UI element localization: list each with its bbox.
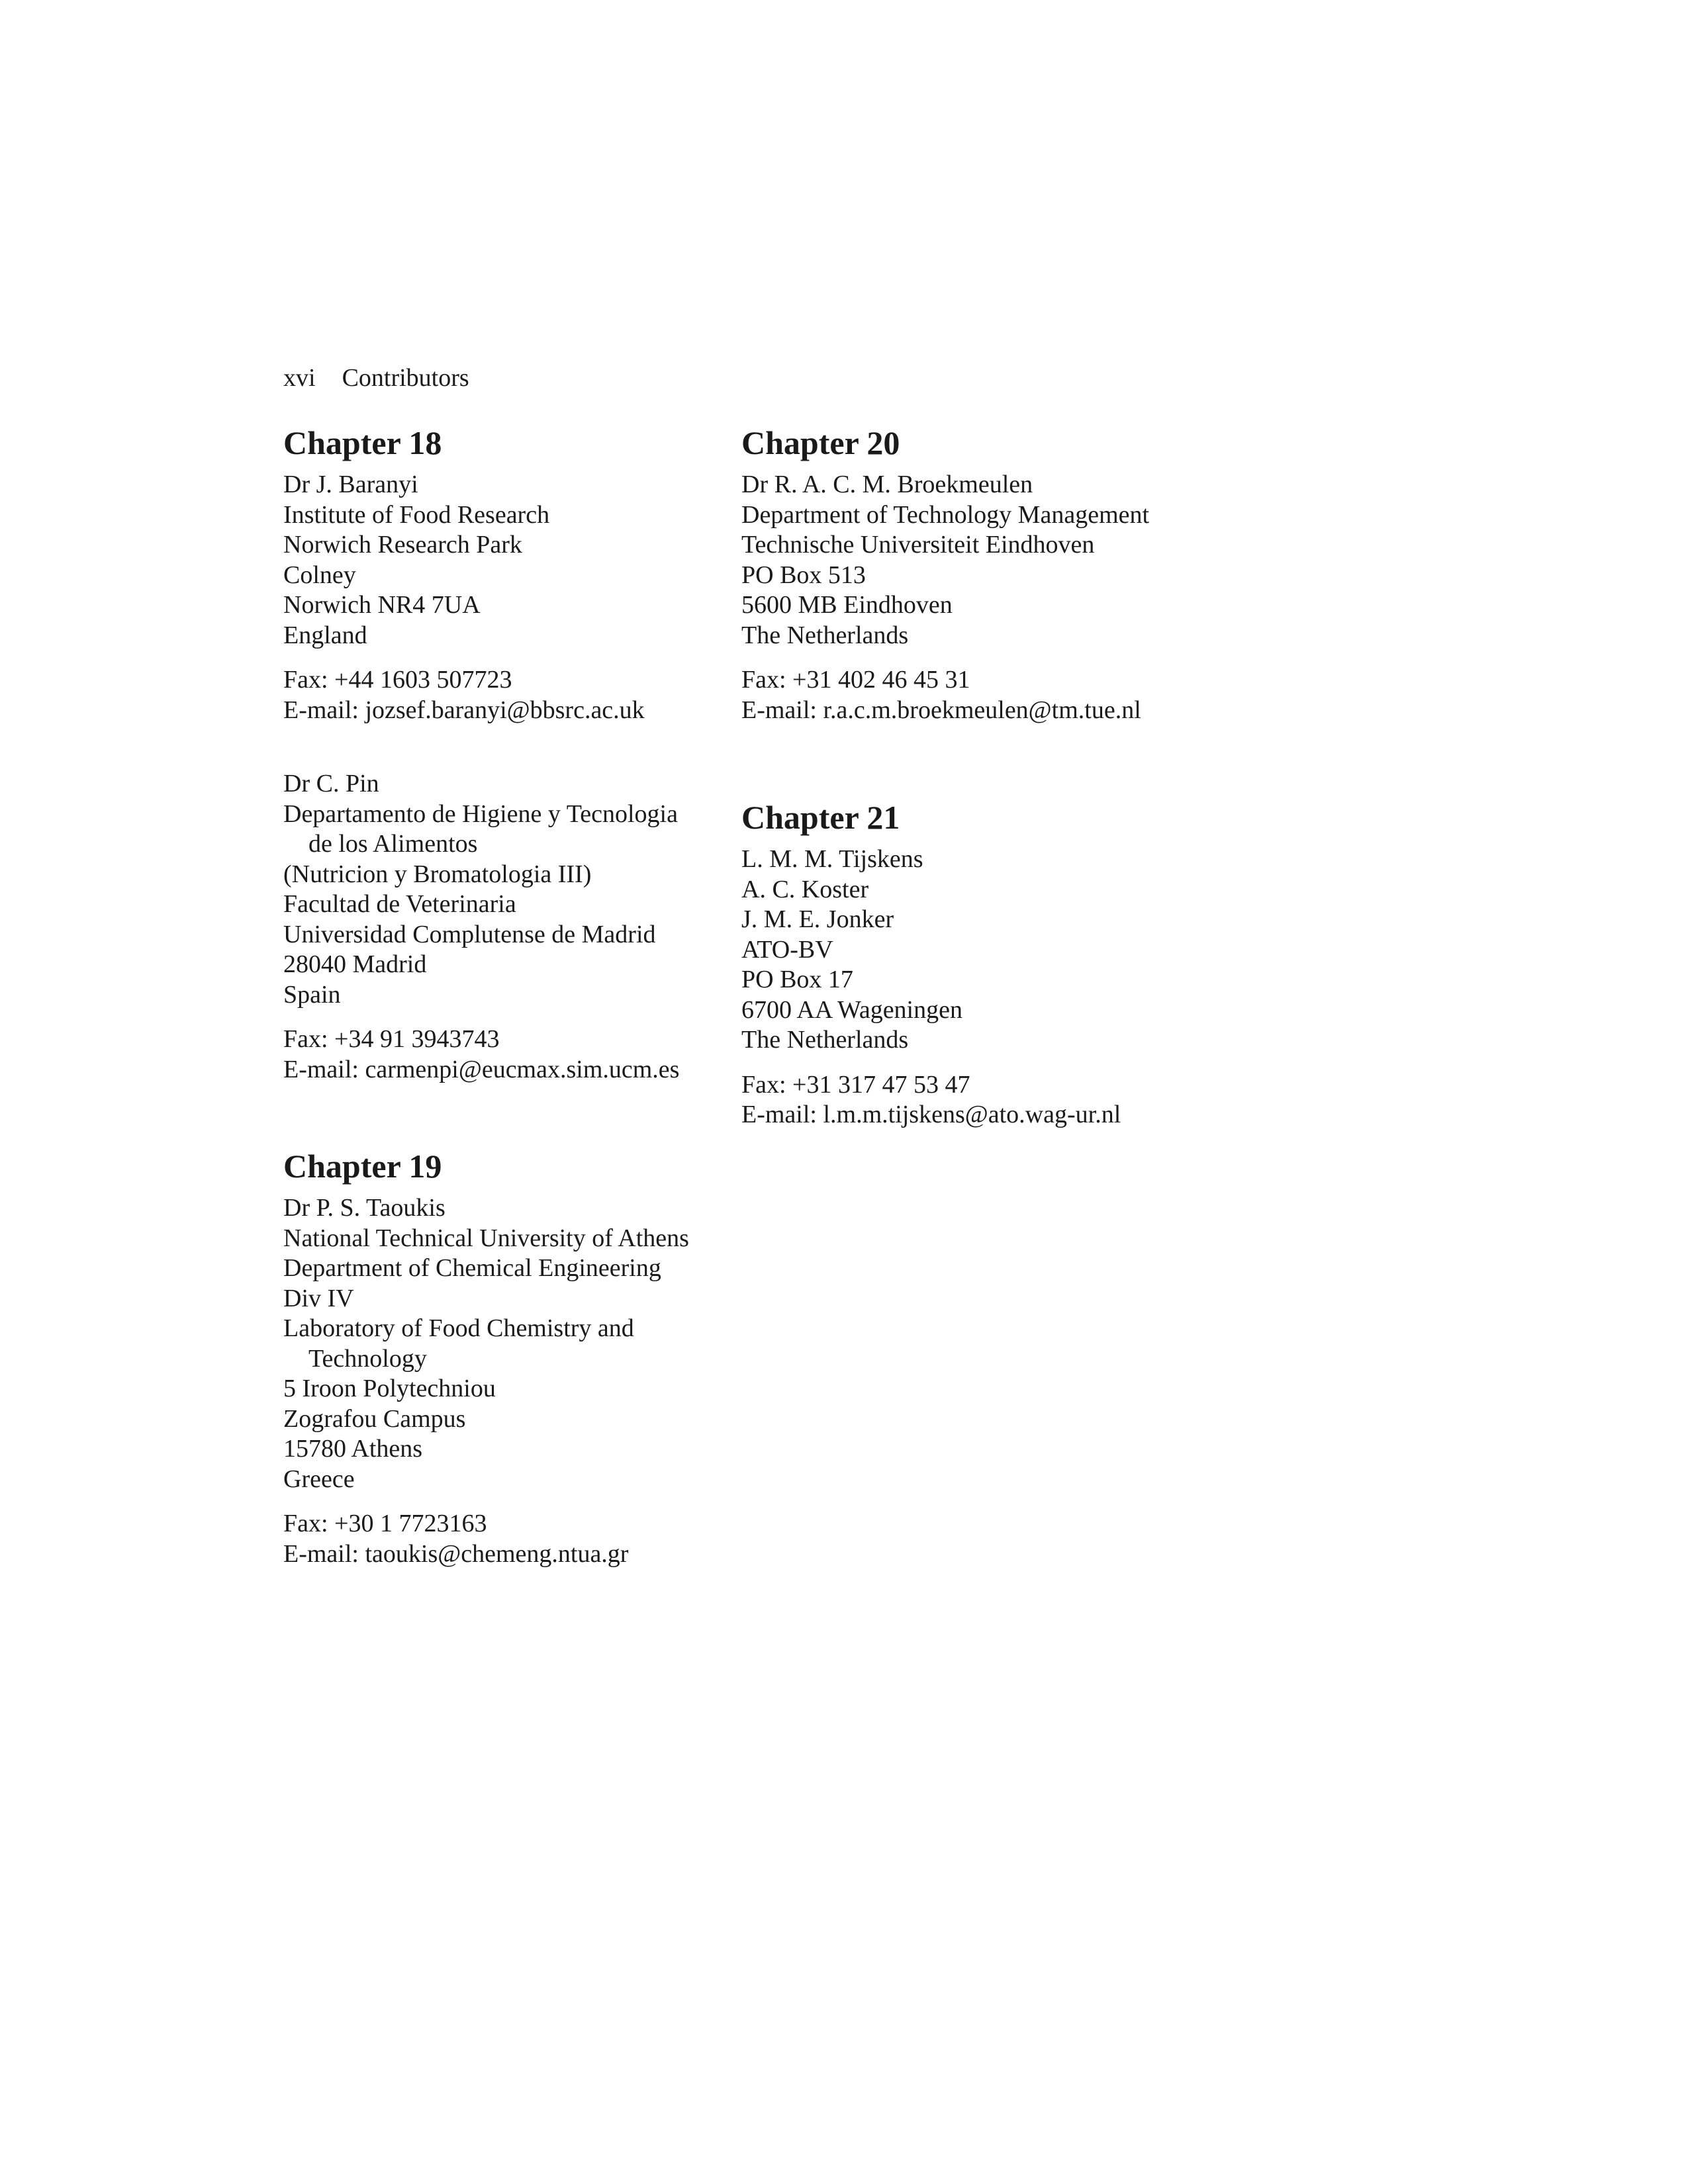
contributor-name: Dr C. Pin bbox=[283, 770, 379, 797]
contributor-name: Dr P. S. Taoukis bbox=[283, 1194, 445, 1222]
address-line: 5 Iroon Polytechniou bbox=[283, 1375, 496, 1402]
address-line: The Netherlands bbox=[741, 621, 909, 649]
fax-number: Fax: +31 402 46 45 31 bbox=[741, 666, 970, 694]
chapter-heading: Chapter 18 bbox=[283, 424, 442, 461]
left-column bbox=[283, 422, 747, 1630]
address-line: National Technical University of Athens bbox=[283, 1224, 689, 1252]
contributor-name: Dr J. Baranyi bbox=[283, 471, 418, 498]
chapter-20 bbox=[741, 422, 1205, 725]
chapter-19 bbox=[283, 1146, 747, 1569]
address-line: Norwich Research Park bbox=[283, 531, 522, 559]
email-address: E-mail: r.a.c.m.broekmeulen@tm.tue.nl bbox=[741, 696, 1141, 724]
chapter-18 bbox=[283, 422, 747, 1085]
address-line: Departamento de Higiene y Tecnologia bbox=[283, 799, 678, 828]
address-line: Facultad de Veterinaria bbox=[283, 890, 516, 918]
contact-block bbox=[283, 1509, 747, 1569]
address-line: Spain bbox=[283, 980, 341, 1009]
contributor-entry bbox=[741, 844, 1205, 1130]
email-address: E-mail: l.m.m.tijskens@ato.wag-ur.nl bbox=[741, 1101, 1121, 1128]
address-line: (Nutricion y Bromatologia III) bbox=[283, 860, 592, 888]
chapter-21 bbox=[741, 797, 1205, 1130]
contributor-entry bbox=[283, 1193, 747, 1569]
contributor-name: A. C. Koster bbox=[741, 875, 869, 903]
right-column bbox=[741, 422, 1205, 1191]
running-head-title: Contributors bbox=[342, 364, 469, 392]
address-line: Department of Chemical Engineering bbox=[283, 1254, 661, 1282]
address-line: Greece bbox=[283, 1465, 355, 1493]
address-line: Colney bbox=[283, 561, 356, 589]
contact-block bbox=[283, 1024, 747, 1085]
contributor-name: J. M. E. Jonker bbox=[741, 905, 894, 933]
address-line: 5600 MB Eindhoven bbox=[741, 591, 953, 619]
email-address: E-mail: carmenpi@eucmax.sim.ucm.es bbox=[283, 1055, 680, 1083]
contributor-entry bbox=[741, 470, 1205, 725]
address-line: de los Alimentos bbox=[308, 830, 478, 858]
page-number: xvi bbox=[283, 364, 316, 392]
fax-number: Fax: +30 1 7723163 bbox=[283, 1510, 487, 1537]
contributor-entry bbox=[283, 769, 747, 1085]
running-head bbox=[283, 363, 469, 393]
address-line: Zografou Campus bbox=[283, 1404, 466, 1433]
address-line: Department of Technology Management bbox=[741, 500, 1150, 529]
address-line: ATO-BV bbox=[741, 935, 833, 964]
fax-number: Fax: +34 91 3943743 bbox=[283, 1025, 500, 1053]
address-line: Institute of Food Research bbox=[283, 500, 550, 529]
chapter-heading: Chapter 19 bbox=[283, 1148, 442, 1185]
address-line: PO Box 513 bbox=[741, 561, 866, 589]
contributor-name: L. M. M. Tijskens bbox=[741, 845, 923, 873]
address-line: Technology bbox=[308, 1344, 427, 1373]
chapter-heading: Chapter 21 bbox=[741, 799, 900, 836]
address-line: Div IV bbox=[283, 1284, 354, 1312]
contact-block bbox=[283, 665, 747, 725]
fax-number: Fax: +31 317 47 53 47 bbox=[741, 1070, 970, 1099]
email-address: E-mail: jozsef.baranyi@bbsrc.ac.uk bbox=[283, 696, 645, 724]
contributor-name: Dr R. A. C. M. Broekmeulen bbox=[741, 471, 1033, 498]
chapter-heading: Chapter 20 bbox=[741, 424, 900, 461]
address-line: 6700 AA Wageningen bbox=[741, 995, 962, 1024]
address-line: Universidad Complutense de Madrid bbox=[283, 920, 656, 948]
address-line: England bbox=[283, 621, 367, 649]
fax-number: Fax: +44 1603 507723 bbox=[283, 666, 512, 694]
address-line: 28040 Madrid bbox=[283, 950, 427, 978]
address-line: PO Box 17 bbox=[741, 966, 853, 993]
contact-block bbox=[741, 665, 1205, 725]
address-line: Norwich NR4 7UA bbox=[283, 591, 481, 619]
contact-block bbox=[741, 1070, 1205, 1130]
email-address: E-mail: taoukis@chemeng.ntua.gr bbox=[283, 1539, 629, 1568]
address-line: The Netherlands bbox=[741, 1026, 909, 1054]
address-line: Laboratory of Food Chemistry and bbox=[283, 1314, 634, 1342]
contributor-entry bbox=[283, 470, 747, 725]
address-line: Technische Universiteit Eindhoven bbox=[741, 531, 1095, 559]
address-line: 15780 Athens bbox=[283, 1435, 423, 1463]
